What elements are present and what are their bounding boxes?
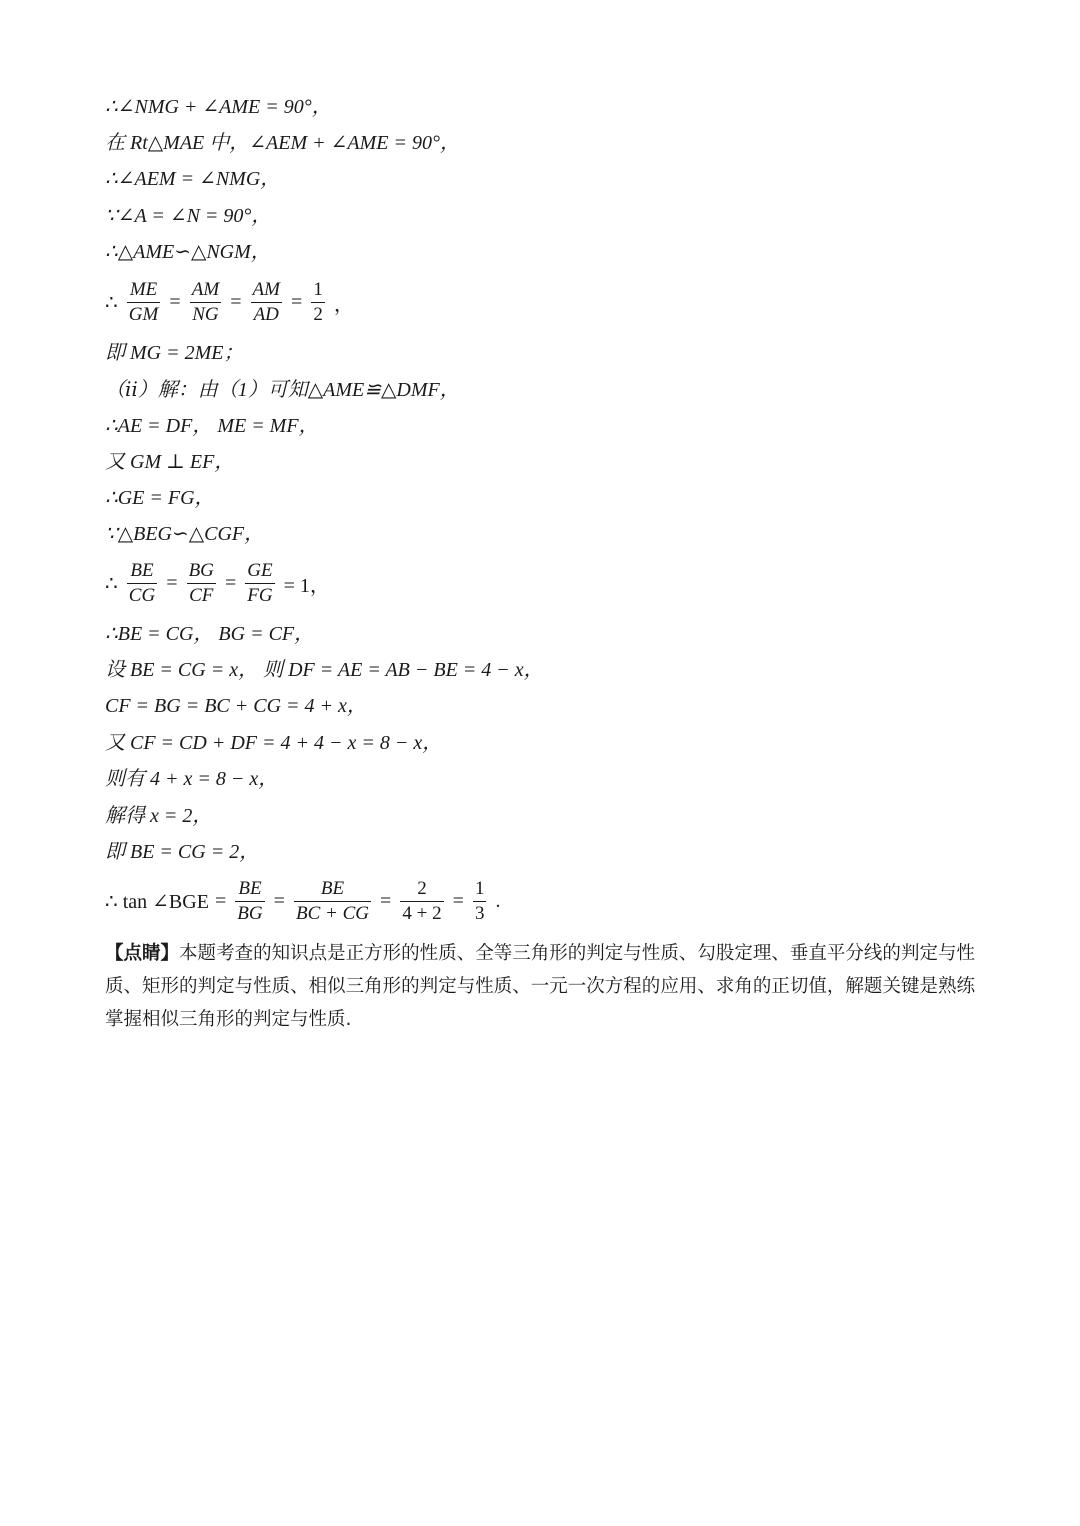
- key-point-note: [105, 937, 975, 1036]
- fraction-am-ng: $\frac{AM}{NG}$: [191, 279, 220, 325]
- fraction-be-bg: $\frac{BE}{BG}$: [237, 878, 263, 924]
- proof-line-11: ∵△BEG∽△CGF，: [105, 523, 265, 545]
- proof-line-10: ∴GE = FG，: [105, 487, 215, 509]
- fraction-one-third: $\frac{1}{3}$: [474, 878, 485, 924]
- fraction-two-over-six: $\frac{2}{4 + 2}$: [402, 878, 442, 924]
- proof-line-13: 设 BE = CG = x， 则 DF = AE = AB − BE = 4 − x，: [105, 659, 544, 681]
- fraction-be-bc-cg: $\frac{BE}{BC + CG}$: [296, 878, 369, 924]
- proof-line-12: ∴BE = CG， BG = CF，: [105, 623, 315, 645]
- proof-line-3: ∴∠AEM = ∠NMG，: [105, 168, 281, 190]
- proof-line-14: CF = BG = BC + CG = 4 + x，: [105, 695, 367, 717]
- fraction-one-half: $\frac{1}{2}$: [313, 279, 323, 325]
- proof-line-5: ∴△AME∽△NGM，: [105, 241, 271, 263]
- fraction-ge-fg: $\frac{GE}{FG}$: [247, 560, 273, 606]
- proof-line-2: 在 Rt△MAE 中，∠AEM + ∠AME = 90°，: [105, 132, 460, 154]
- fraction-me-gm: $\frac{ME}{GM}$: [128, 279, 159, 325]
- proof-line-17: 解得 x = 2，: [105, 805, 213, 827]
- proof-line-6: 即 MG = 2ME；: [105, 342, 244, 364]
- proof-line-1: ∴∠NMG + ∠AME = 90°，: [105, 96, 332, 118]
- key-point-tag: 【点睛】: [105, 943, 180, 964]
- proof-line-8: ∴AE = DF， ME = MF，: [105, 415, 319, 437]
- therefore-symbol: ∴: [105, 292, 118, 314]
- proof-line-18: 即 BE = CG = 2，: [105, 841, 260, 863]
- proof-line-15: 又 CF = CD + DF = 4 + 4 − x = 8 − x，: [105, 732, 443, 754]
- key-point-text: 本题考查的知识点是正方形的性质、全等三角形的判定与性质、勾股定理、垂直平分线的判定与性质、矩形的判定与性质、相似三角形的判定与性质、一元一次方程的应用、求角的正切值，解题关键是熟练掌握相似三角形的判定与性质.: [105, 943, 975, 1030]
- ratio-equation-2: ∴ $\frac{BE}{CG}$ = $\frac{BG}{CF}$ = $\frac{GE}{FG}$ = 1，: [105, 560, 330, 606]
- proof-line-4: ∵∠A = ∠N = 90°，: [105, 205, 272, 227]
- fraction-bg-cf: $\frac{BG}{CF}$: [188, 560, 214, 606]
- fraction-am-ad: $\frac{AM}{AD}$: [252, 279, 280, 325]
- proof-line-7: （ⅱ）解：由（1）可知△AME≌△DMF，: [105, 379, 460, 401]
- proof-line-16: 则有 4 + x = 8 − x，: [105, 768, 279, 790]
- fraction-be-cg: $\frac{BE}{CG}$: [128, 560, 156, 606]
- proof-line-9: 又 GM ⊥ EF，: [105, 451, 235, 473]
- tangent-equation: ∴ tan ∠BGE = $\frac{BE}{BG}$ = $\frac{BE}{BC + CG}$ = $\frac{2}{4 + 2}$ = $\frac{1}{3}$ .: [105, 878, 501, 924]
- ratio-equation-1: ∴ $\frac{ME}{GM}$ = $\frac{AM}{NG}$ = $\frac{AM}{AD}$ = $\frac{1}{2}$ ，: [105, 279, 354, 325]
